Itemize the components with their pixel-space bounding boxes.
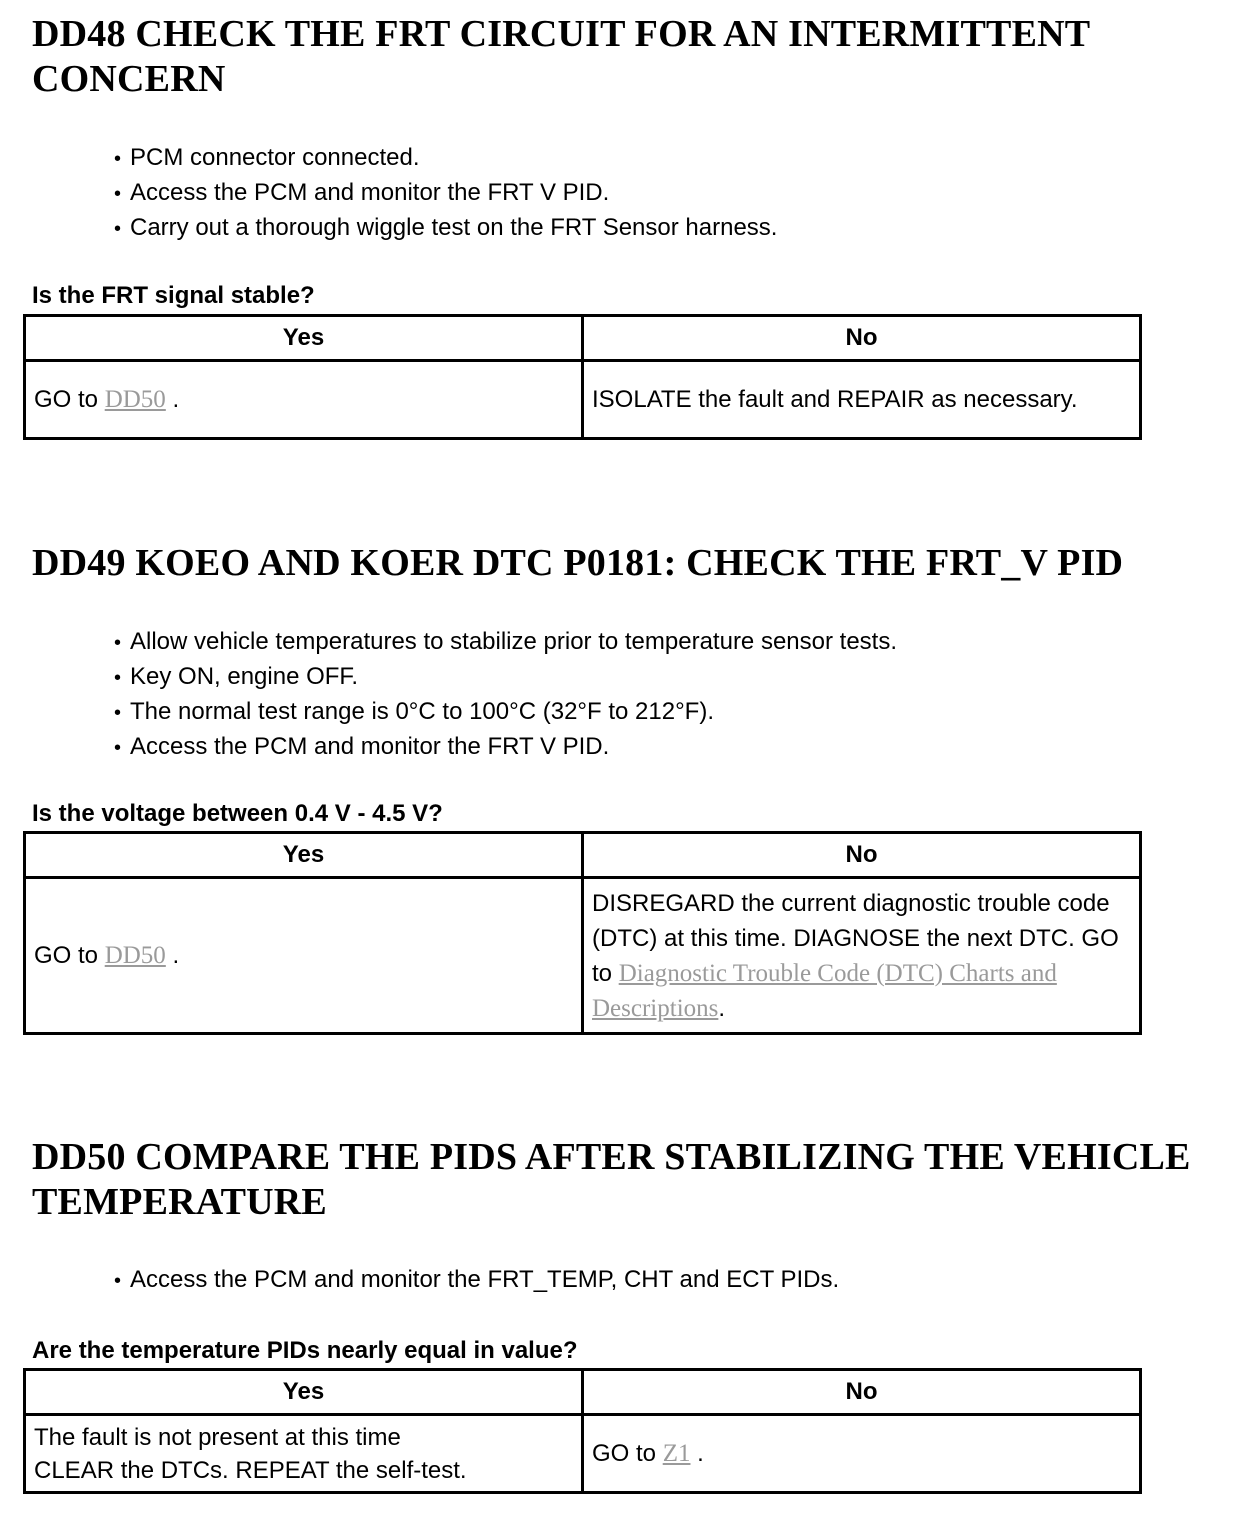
list-item: • The normal test range is 0°C to 100°C (32°F to 212°F).: [114, 695, 897, 730]
dd50-steps: [114, 1263, 839, 1298]
dd50-title: DD50 COMPARE THE PIDS AFTER STABILIZING THE VEHICLE TEMPERATURE: [32, 1136, 1191, 1223]
yes-cell: GO to DD50 .: [25, 878, 583, 1034]
dd49-answer-table: [23, 831, 1142, 1035]
dd50-answer-table: [23, 1368, 1142, 1494]
dd50-question: Are the temperature PIDs nearly equal in value?: [32, 1337, 578, 1364]
bullet-icon: •: [114, 183, 122, 205]
table-header-row: [25, 1370, 1141, 1415]
bullet-icon: •: [114, 702, 122, 724]
dd50-link[interactable]: DD50: [104, 386, 166, 413]
dd49-steps: [114, 625, 897, 765]
bullet-icon: •: [114, 218, 122, 240]
dd48-steps: [114, 141, 777, 246]
list-item: • Access the PCM and monitor the FRT_TEMP, CHT and ECT PIDs.: [114, 1263, 839, 1298]
bullet-icon: •: [114, 1270, 122, 1292]
dd48-title: DD48 CHECK THE FRT CIRCUIT FOR AN INTERMITTENT CONCERN: [32, 13, 1090, 100]
list-item: • Key ON, engine OFF.: [114, 660, 897, 695]
list-item: • Carry out a thorough wiggle test on the FRT Sensor harness.: [114, 211, 777, 246]
bullet-icon: •: [114, 148, 122, 170]
yes-header: Yes: [25, 833, 583, 878]
list-item: • Access the PCM and monitor the FRT V PID.: [114, 176, 777, 211]
table-row: [25, 1415, 1141, 1493]
yes-header: Yes: [25, 1370, 583, 1415]
bullet-icon: •: [114, 667, 122, 689]
bullet-icon: •: [114, 632, 122, 654]
no-cell: DISREGARD the current diagnostic trouble code (DTC) at this time. DIAGNOSE the next DTC. GO to Diagnostic Trouble Code (DTC) Charts and Descriptions.: [583, 878, 1141, 1034]
table-row: [25, 878, 1141, 1034]
yes-header: Yes: [25, 316, 583, 361]
dd49-question: Is the voltage between 0.4 V - 4.5 V?: [32, 800, 443, 827]
list-item: • Allow vehicle temperatures to stabilize prior to temperature sensor tests.: [114, 625, 897, 660]
z1-link[interactable]: Z1: [662, 1440, 691, 1467]
yes-cell: GO to DD50 .: [25, 361, 583, 439]
list-item: • Access the PCM and monitor the FRT V PID.: [114, 730, 897, 765]
dd49-title: DD49 KOEO AND KOER DTC P0181: CHECK THE FRT_V PID: [32, 542, 1124, 584]
dd48-answer-table: [23, 314, 1142, 440]
list-item: • PCM connector connected.: [114, 141, 777, 176]
yes-cell: The fault is not present at this time CLEAR the DTCs. REPEAT the self-test.: [25, 1415, 583, 1493]
no-header: No: [583, 1370, 1141, 1415]
bullet-icon: •: [114, 737, 122, 759]
no-header: No: [583, 316, 1141, 361]
dd50-link[interactable]: DD50: [104, 942, 166, 969]
no-cell: GO to Z1 .: [583, 1415, 1141, 1493]
dtc-charts-link[interactable]: Diagnostic Trouble Code (DTC) Charts and Descriptions: [592, 959, 1057, 1022]
table-header-row: [25, 316, 1141, 361]
no-header: No: [583, 833, 1141, 878]
no-cell: ISOLATE the fault and REPAIR as necessary.: [583, 361, 1141, 439]
table-row: [25, 361, 1141, 439]
dd48-question: Is the FRT signal stable?: [32, 282, 315, 309]
table-header-row: [25, 833, 1141, 878]
